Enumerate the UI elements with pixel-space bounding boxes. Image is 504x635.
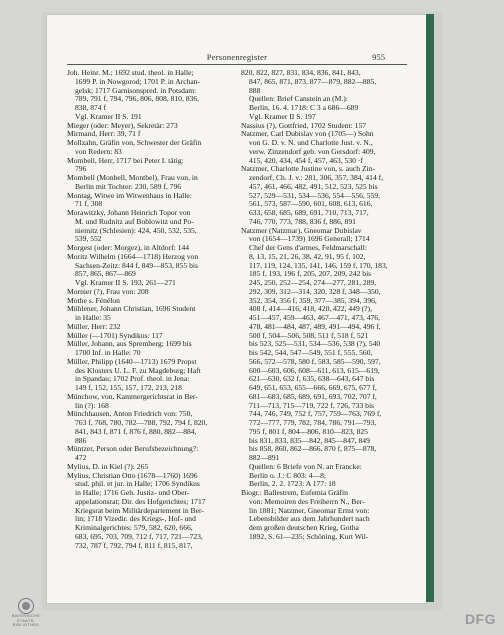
index-entry bbox=[241, 227, 421, 490]
index-entry-line: 500 f, 504—506, 508, 511 f, 518 f, 521 bbox=[249, 331, 369, 340]
index-entry-line: Mieger (oder: Meyer), Sekretär: 273 bbox=[67, 121, 178, 130]
index-entry bbox=[67, 393, 247, 411]
index-entry bbox=[67, 139, 247, 157]
index-entry-line: in Halle; 1716 Geh. Justiz- und Ober- bbox=[75, 489, 190, 497]
index-entry bbox=[67, 253, 247, 288]
index-entry-line: Mothe s. Fénélon bbox=[67, 296, 120, 305]
index-entry-line: 472 bbox=[75, 454, 87, 462]
index-entry-line: Joh. Heinr. M.; 1692 stud. theol. in Halle; bbox=[67, 69, 194, 77]
index-entry-line: Mylius, D. in Kiel (?): 265 bbox=[67, 462, 149, 471]
index-entry-line: 795 f, 801 f, 804—806, 810—823, 825 bbox=[249, 427, 368, 436]
index-entry-line: Lebensbilder aus dem Jahrhundert nach bbox=[249, 515, 370, 524]
index-entry-line: bis 523, 525—531, 534—536, 538 (?), 540 bbox=[249, 340, 381, 349]
index-entry-line: 149 f, 152, 155, 157, 172, 213, 218 bbox=[75, 384, 182, 392]
index-entry-line: 117, 119, 124, 135, 141, 146, 159 f, 170, 183, bbox=[249, 261, 388, 270]
index-entry bbox=[67, 244, 247, 253]
running-header-title: Personenregister bbox=[206, 52, 268, 62]
index-entry-line: zendorf, Ch. J. v.: 281, 306, 357, 384, 414 f, bbox=[249, 174, 384, 182]
index-entry-line: Mirmand, Herr: 39, 71 f bbox=[67, 130, 141, 139]
index-entry-line: 1700 Inf. in Halle: 70 bbox=[75, 349, 141, 357]
index-entry-line: des Klosters U. L. F. zu Magdeburg; Haft bbox=[75, 366, 201, 375]
index-entry-line: lin; 1718 Vizedir. des Kriegs-, Hof- und bbox=[75, 515, 196, 524]
index-entry bbox=[241, 69, 421, 122]
index-column-left bbox=[67, 69, 247, 550]
index-entry-line: Müller, Herr: 232 bbox=[67, 322, 121, 331]
index-entry bbox=[241, 130, 421, 165]
index-entry-line: 820, 822, 827, 831, 834, 836, 841, 843, bbox=[241, 69, 361, 77]
index-entry-line: 633, 658, 685, 689, 691, 710, 713, 717, bbox=[249, 209, 369, 217]
index-entry-line: 681—683, 685, 689, 691, 693, 702, 707 f, bbox=[249, 392, 377, 401]
index-entry-line: 882—891 bbox=[249, 454, 280, 462]
index-entry-line: 1699 P. in Nowgorod; 1701 P. in Archan- bbox=[75, 77, 201, 86]
index-entry-line: 457, 461, 466, 482, 491, 512, 523, 525 bis bbox=[249, 182, 378, 191]
index-entry-line: in Spandau; 1702 Prof. theol. in Jena: bbox=[75, 375, 190, 384]
index-entry-line: 746, 770, 773, 788, 836 f, 886, 891 bbox=[249, 217, 356, 226]
index-entry bbox=[67, 340, 247, 358]
index-entry-line: Mombell, Herr, 1717 bei Peter I. tätig: bbox=[67, 156, 184, 165]
index-entry-line: lin (?): 168 bbox=[75, 401, 109, 410]
book-page bbox=[46, 14, 428, 604]
index-entry-line: 561, 573, 587—590, 601, 608, 613, 616, bbox=[249, 200, 373, 209]
index-entry bbox=[67, 157, 247, 175]
index-entry bbox=[67, 410, 247, 445]
index-entry-line: Quellen: Brief Canstein an (M.): bbox=[249, 95, 348, 104]
index-entry-line: Nassius (?), Gottfried, 1702 Student: 157 bbox=[241, 121, 367, 130]
index-entry-line: verw. Zinzendorf geb. von Gersdorf: 409, bbox=[249, 147, 376, 156]
index-entry-line: 478, 481—484, 487, 489, 491—494, 496 f, bbox=[249, 322, 381, 331]
index-entry-line: 527, 529—531, 534—536, 554—556, 559, bbox=[249, 191, 380, 200]
library-logo-text-2: STAATS- bbox=[16, 617, 36, 623]
index-entry-line: 711—713, 715—719, 722 f, 726, 733 bis bbox=[249, 401, 375, 410]
index-entry-line: Mornier (?), Frau von: 208 bbox=[67, 287, 149, 296]
index-entry bbox=[67, 297, 247, 306]
index-entry-line: 415, 420, 434, 454 f, 457, 463, 530 ·f bbox=[249, 156, 363, 165]
index-entry-line: 732, 787 f, 792, 794 f, 811 f, 815, 817, bbox=[75, 541, 193, 550]
index-entry bbox=[67, 323, 247, 332]
index-entry-line: 683, 695, 703, 709, 712 f, 717, 721—723, bbox=[75, 532, 203, 541]
index-entry-line: gelsk; 1717 Garnisonspred. in Potsdam: bbox=[75, 86, 197, 95]
index-entry-line: bis 831, 833, 835—842, 845—847, 849 bbox=[249, 436, 370, 445]
index-entry-line: appelationsrat; Dir. des Hofgerichtes; 1717 bbox=[75, 497, 206, 506]
index-entry-line: Müller, Philipp (1640—1713) 1679 Propst bbox=[67, 357, 197, 366]
index-entry-line: bis 542, 544, 547—549, 551 f, 555, 560, bbox=[249, 349, 373, 357]
index-entry bbox=[67, 122, 247, 131]
index-entry-line: Natzmer, Charlotte Justine von, s. auch Zin- bbox=[241, 165, 376, 174]
index-entry-line: 408 f, 414—416, 418, 420, 422, 449 (?), bbox=[249, 305, 372, 314]
index-entry-line: bis 858, 860, 862—866, 870 f, 875—878, bbox=[249, 445, 377, 454]
index-entry-line: Münchow, von, Kammergerichtsrat in Ber- bbox=[67, 392, 198, 401]
index-entry bbox=[67, 445, 247, 463]
index-entry bbox=[67, 130, 247, 139]
index-entry-line: von: Memoiren des Freiherrn N., Ber- bbox=[249, 497, 365, 506]
index-entry-line: 185 f, 193, 196 f, 205, 207, 209, 242 bis bbox=[249, 270, 372, 279]
green-cover-edge bbox=[426, 14, 434, 602]
index-entry-line: Natzmer, Carl Dubislav von (1705—) Sohn bbox=[241, 130, 374, 139]
index-entry bbox=[241, 165, 421, 226]
library-logo-text-1: BAYERISCHE bbox=[11, 613, 41, 618]
index-entry-line: 539, 552 bbox=[75, 235, 102, 244]
index-entry-line: lin 1881; Natzmer, Gneomar Ernst von: bbox=[249, 506, 370, 515]
page-number: 955 bbox=[372, 52, 385, 62]
index-entry-line: Mühlener, Johann Christian, 1696 Student bbox=[67, 305, 196, 314]
index-entry-line: Quellen: 6 Briefe von N. an Francke: bbox=[249, 462, 362, 471]
index-entry-line: 796 bbox=[75, 165, 87, 174]
index-entry bbox=[67, 305, 247, 323]
index-entry bbox=[67, 69, 247, 122]
index-entry bbox=[67, 288, 247, 297]
index-entry-line: Münchhausen, Anton Friedrich von: 750, bbox=[67, 410, 193, 419]
index-entry-line: Montag, Witwe im Witwenhaus in Halle: bbox=[67, 191, 192, 200]
index-entry bbox=[67, 174, 247, 192]
index-entry-line: 649, 651, 653, 655—666, 669, 675, 677 f, bbox=[249, 384, 377, 392]
index-entry-line: Vgl. Kramer II S. 191 bbox=[75, 112, 142, 121]
index-entry-line: Moritz Wilhelm (1664—1718) Herzog von bbox=[67, 252, 199, 261]
index-entry-line: Kriegsrat beim Militärdepartement in Ber- bbox=[75, 506, 204, 515]
index-entry-line: 71 f, 308 bbox=[75, 200, 103, 209]
index-entry-line: 886 bbox=[75, 436, 87, 445]
index-entry-line: 1892, S. 61—235; Schöning, Kurt Wil- bbox=[249, 532, 369, 541]
index-entry-line: Vgl. Kramer II S. 197 bbox=[249, 112, 316, 121]
index-entry-line: 888 bbox=[249, 86, 261, 95]
index-entry bbox=[241, 489, 421, 542]
index-entry-line: Berlin o. J.: C 803: 4—8; bbox=[249, 471, 326, 480]
index-entry-line: Mylius, Christian Otto (1678—1760) 1696 bbox=[67, 471, 198, 480]
index-entry bbox=[67, 472, 247, 551]
index-entry-line: 838, 874 f bbox=[75, 104, 107, 112]
index-entry bbox=[241, 122, 421, 131]
index-entry-line: Natzmer (Natzmar), Gneomar Dubislav bbox=[241, 226, 362, 235]
index-entry bbox=[67, 332, 247, 341]
dfg-logo: DFG bbox=[464, 611, 496, 627]
index-entry-line: Müntzer, Person oder Berufsbezeichnung?: bbox=[67, 445, 199, 454]
index-entry-line: dem großen deutschen Krieg, Gotha bbox=[249, 524, 359, 532]
index-entry-line: von (1654—1739) 1696 Generall; 1714 bbox=[249, 235, 370, 244]
index-entry-line: 451—457, 459—463, 467—471, 473, 476, bbox=[249, 314, 380, 322]
index-entry-line: 847, 865, 871, 873, 877—879, 882—885, bbox=[249, 77, 377, 86]
index-entry-line: 352, 354, 356 f, 359, 377—385, 394, 396, bbox=[249, 296, 377, 305]
library-logo bbox=[4, 598, 48, 628]
index-entry-line: Vgl. Kramer II S. 193, 261—271 bbox=[75, 279, 176, 287]
index-entry-line: Sachsen-Zeitz: 844 f, 849—853, 855 bis bbox=[75, 261, 198, 270]
index-entry-line: Berlin mit Tochter: 230, 589 f, 796 bbox=[75, 182, 182, 191]
index-entry-line: von Redern: 83 bbox=[75, 147, 122, 156]
index-entry-line: Müller, Johann, aus Spremberg; 1699 bis bbox=[67, 340, 192, 349]
index-entry-line: Mollzahn, Gräfin von, Schwester der Gräfin bbox=[67, 139, 202, 147]
index-entry bbox=[67, 358, 247, 393]
index-entry-line: 789, 791 f, 794, 796, 806, 808, 810, 836, bbox=[75, 95, 200, 104]
index-entry bbox=[67, 192, 247, 210]
index-entry bbox=[67, 463, 247, 472]
index-entry-line: 566, 572—578, 580 f, 583, 585—590, 597, bbox=[249, 357, 381, 366]
index-column-right bbox=[241, 69, 421, 542]
index-entry-line: M. und Rudnitz auf Boblowitz und Po- bbox=[75, 217, 194, 226]
index-entry-line: 292, 309, 312—314, 320, 328 f, 348—350, bbox=[249, 287, 381, 296]
index-entry-line: 744, 746, 749, 752 f, 757, 759—763, 769 f, bbox=[249, 410, 382, 419]
index-entry-line: Morawitzky, Johann Heinrich Topor von bbox=[67, 209, 191, 217]
index-entry-line: niemitz (Schlesien): 424, 450, 532, 535, bbox=[75, 226, 197, 235]
index-entry bbox=[67, 209, 247, 244]
library-seal-icon bbox=[18, 598, 34, 614]
library-logo-text-3: BIBLIOTHEK bbox=[12, 622, 40, 627]
index-entry-line: in Halle: 35 bbox=[75, 314, 111, 322]
index-entry-line: Morgest (oder: Morgez), in Altdorf: 144 bbox=[67, 244, 190, 252]
index-entry-line: Berlin, 16. 4. 1718: C 3 a 686—689 bbox=[249, 104, 359, 112]
index-entry-line: 763 f, 768, 780, 782—788, 792, 794 f, 820, bbox=[75, 419, 208, 427]
index-entry-line: 841, 843 f, 871 f, 876 f, 880, 882—884, bbox=[75, 427, 197, 436]
index-entry-line: Mombell (Monbell, Montbel), Frau von, in bbox=[67, 174, 198, 182]
header-rule bbox=[67, 64, 407, 65]
index-entry-line: stud. phil. et jur. in Halle; 1706 Syndikus bbox=[75, 480, 200, 489]
index-entry-line: 8, 13, 15, 21, 26, 38, 42, 91, 95 f, 102, bbox=[249, 252, 366, 261]
index-entry-line: Müller (—1701) Syndikus: 117 bbox=[67, 331, 163, 340]
index-entry-line: Kriminalgerichtes: 579, 582, 620, 666, bbox=[75, 524, 193, 532]
index-entry-line: Biogr.: Ballestrem, Eufemia Gräfin bbox=[241, 489, 348, 497]
index-entry-line: 857, 865, 867—869 bbox=[75, 270, 136, 279]
index-entry-line: von G. D. v. N. und Charlotte Just. v. N., bbox=[249, 139, 373, 147]
index-entry-line: 245, 250, 252—254, 274—277, 281, 289, bbox=[249, 279, 377, 287]
index-entry-line: 600—603, 606, 608—611, 613, 615—619, bbox=[249, 366, 380, 375]
index-entry-line: 772—777, 779, 782, 784, 786, 791—793, bbox=[249, 419, 377, 427]
index-entry-line: Berlin, 2. 2. 1723: A 177: 18 bbox=[249, 480, 336, 489]
index-entry-line: Chef der Gens d'armes, Feldmarschall: bbox=[249, 244, 367, 252]
index-entry-line: 621—630, 632 f, 635, 638—643, 647 bis bbox=[249, 375, 375, 384]
